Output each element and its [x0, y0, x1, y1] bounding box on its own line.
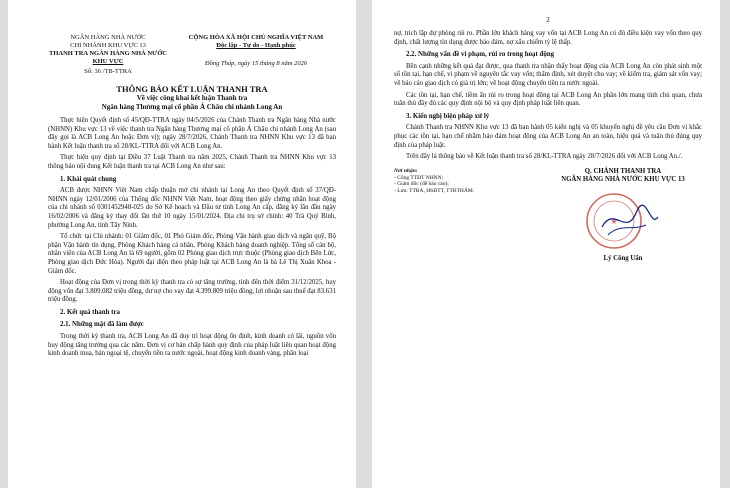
place-date: Đồng Tháp, ngày 15 tháng 8 năm 2026: [204, 60, 308, 67]
motto: Độc lập - Tự do - Hạnh phúc: [216, 42, 296, 49]
recipient-item: - Lưu: TTRA, HSĐTT, TTBTHÂM.: [394, 188, 475, 195]
signature-block: [544, 168, 702, 263]
signer-title: Q. CHÁNH THANH TRA: [584, 167, 662, 175]
paragraph: Trên đây là thông báo về Kết luận thanh tra số 28/KL-TTRA ngày 28/7/2026 đối với ACB Long An./.: [406, 153, 683, 161]
paragraph: Thực hiện quy định tại Điều 37 Luật Thanh tra năm 2025, Chánh Thanh tra NHNN Khu vực 13 thông báo nội dung Kết luận thanh tra tại ACB Long An như sau:: [48, 154, 336, 170]
signer-agency: NGÂN HÀNG NHÀ NƯỚC KHU VỰC 13: [561, 176, 685, 184]
subsection-heading: 2.2. Những vấn đề vi phạm, rủi ro trong hoạt động: [406, 51, 555, 59]
paragraph: Trong thời kỳ thanh tra, ACB Long An đã duy trì hoạt động ổn định, kinh doanh có lãi, nguồn vốn huy động tăng trưởng qua các năm. Đơn vị cơ bản chấp hành quy định của pháp luật liên quan hoạt động kinh doanh mua, bán ngoại tệ, chuyển tiền ra nước ngoài, hoạt động kinh doanh vàng, phân loại: [48, 333, 336, 358]
subsection-heading: 2.1. Những mặt đã làm được: [60, 321, 144, 329]
doc-subtitle-2: Ngân hàng Thương mại cổ phần Á Châu chi nhánh Long An: [101, 102, 283, 111]
paragraph: ACB được NHNN Việt Nam chấp thuận mở chi nhánh tại Long An theo Quyết định số 37/QĐ-NHNN ngày 12/01/2006 của Thống đốc NHNN Việt Nam, hoạt động theo giấy chứng nhận hoạt động của chi nhánh số 0301452948-025 do Sở Kế hoạch và Đầu tư tỉnh Long An cấp, đăng ký lần đầu ngày 16/02/2006 và đăng ký thay đổi lần thứ 10 ngày 15/01/2024. Địa chỉ trụ sở chính: 40 Trà Quý Bình, phường Long An, tỉnh Tây Ninh.: [48, 187, 336, 229]
svg-text:★: ★: [610, 216, 618, 226]
recipients-title: Nơi nhận:: [394, 167, 418, 174]
nation-title: CỘNG HÒA XÃ HỘI CHỦ NGHĨA VIỆT NAM: [188, 34, 324, 41]
page-number: 2: [546, 16, 550, 24]
paragraph: Chánh Thanh tra NHNN Khu vực 13 đã ban hành 05 kiến nghị và 05 khuyến nghị đề yêu cầu Đơn vị khắc phục các tồn tại, hạn chế nhằm bảo đảm hoạt động của ACB Long An an toàn, hiệu quả và tuân thủ đúng quy định của pháp luật.: [394, 124, 702, 149]
official-seal-icon: [584, 187, 664, 257]
doc-header: [48, 34, 336, 76]
agency-line-4: KHU VỰC: [92, 58, 124, 65]
paragraph: Tổ chức tại Chi nhánh: 01 Giám đốc, 01 Phó Giám đốc, Phòng Vận hành giao dịch và ngân quỹ, Bộ phận Vận hành tín dụng, Phòng Khách hàng cá nhân, Phòng Khách hàng doanh nghiệp. Tổng số cán bộ, nhân viên của ACB Long An là 69 người, gồm 02 Phòng giao dịch trực thuộc (Phòng giao dịch Bến Lức, Phòng giao dịch Đức Hòa). Người đại diện theo pháp luật tại ACB Long An là bà Lê Thị Xuân Khoa - Giám đốc.: [48, 233, 336, 275]
section-heading: 1. Khái quát chung: [60, 175, 117, 183]
recipient-item: - Giám đốc (để báo cáo);: [394, 181, 449, 188]
seal-and-signature: [544, 185, 702, 255]
agency-line-1: NGÂN HÀNG NHÀ NƯỚC: [70, 34, 146, 41]
doc-subtitle-1: Về việc công khai kết luận Thanh tra: [136, 94, 248, 102]
paragraph: Hoạt động của Đơn vị trong thời kỳ thanh tra có sự tăng trưởng, tính đến thời điểm 31/12/2025, huy động vốn đạt 3.809.082 triệu đồng, dư nợ cho vay đạt 4.399.809 triệu đồng, lợi nhuận sau thuế đạt 83.631 triệu đồng.: [48, 279, 336, 304]
section-heading: 2. Kết quả thanh tra: [60, 308, 120, 316]
paragraph: Thực hiện Quyết định số 45/QĐ-TTRA ngày 04/5/2026 của Chánh Thanh tra Ngân hàng Nhà nước (NHNN) Khu vực 13 về việc thanh tra Ngân hàng Thương mại cổ phần Á Châu chi nhánh Long An (sau đây gọi là ACB Long An hoặc Đơn vị); ngày 28/7/2026, Chánh Thanh tra NHNN Khu vực 13 đã ban hành Kết luận thanh tra số 28/KL-TTRA đối với ACB Long An.: [48, 117, 336, 150]
issuing-agency: [48, 34, 168, 76]
signature-area: [394, 168, 702, 263]
recipients: [394, 168, 544, 263]
doc-title: THÔNG BÁO KẾT LUẬN THANH TRA: [116, 84, 268, 94]
agency-line-2: CHI NHÁNH KHU VỰC 13: [70, 42, 146, 49]
national-header: [176, 34, 336, 76]
doc-number: Số: 36 /TB-TTRA: [84, 68, 132, 75]
page-2: [372, 0, 720, 488]
paragraph: Các tồn tại, hạn chế, tiềm ẩn rủi ro trong hoạt động tại ACB Long An phần lớn mang tính chủ quan, chưa tuân thủ đầy đủ các quy định nội bộ và quy định pháp luật liên quan.: [394, 91, 702, 108]
signer-name: Lý Công Uẩn: [603, 254, 643, 262]
recipient-item: - Công TTĐT NHNN;: [394, 174, 444, 181]
paragraph: nợ, trích lập dự phòng rủi ro. Phần lớn khách hàng vay vốn tại ACB Long An có đủ điều kiện vay vốn theo quy định, chất lượng tín dụng được bảo đảm, nợ xấu chiếm tỷ lệ thấp.: [394, 30, 702, 46]
page-1: [8, 0, 356, 488]
section-heading: 3. Kiến nghị biện pháp xử lý: [406, 112, 490, 120]
agency-line-3: THANH TRA NGÂN HÀNG NHÀ NƯỚC: [49, 50, 167, 57]
paragraph: Bên cạnh những kết quả đạt được, qua thanh tra nhận thấy hoạt động của ACB Long An còn phát sinh một số tồn tại, hạn chế, vi phạm về nguyên tắc vay vốn; thẩm định, xét duyệt cho vay; về kiểm tra, giám sát vốn vay; về báo cáo giao dịch có giá trị lớn; về hoạt động chuyển tiền ra nước ngoài.: [394, 62, 702, 87]
